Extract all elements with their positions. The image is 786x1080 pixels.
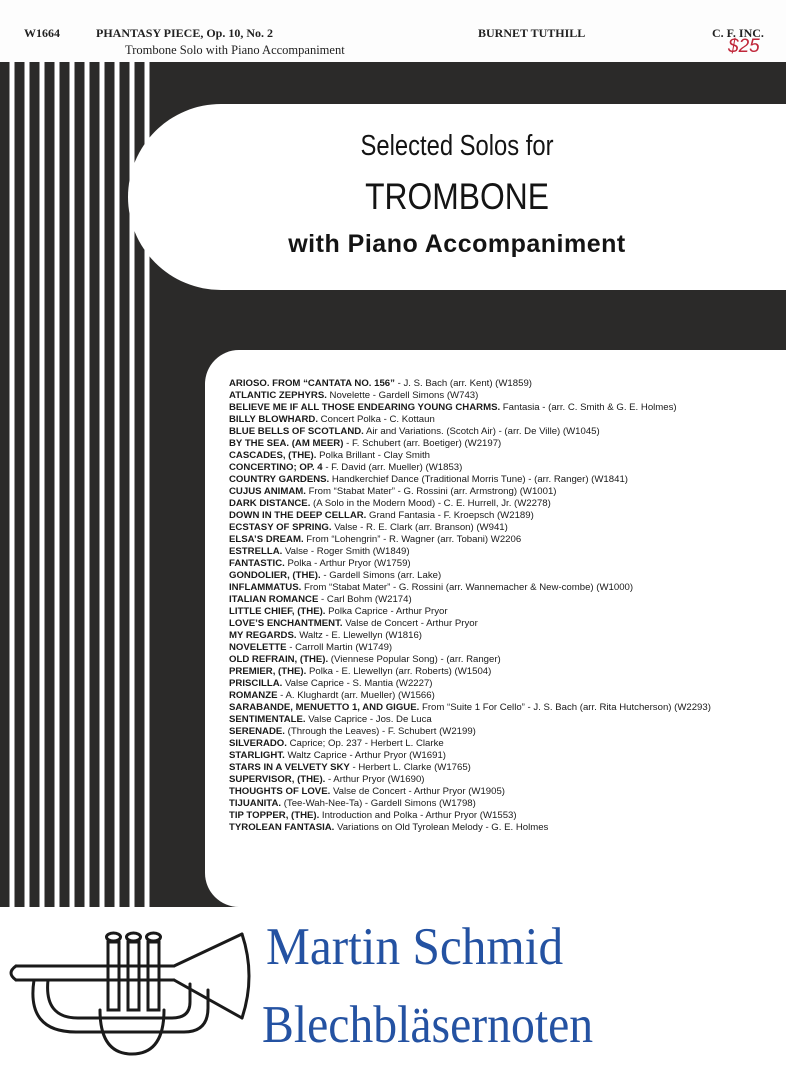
solo-detail: Handkerchief Dance (Traditional Morris Tune) - (arr. Ranger) (W1841)	[329, 474, 628, 485]
solo-detail: Valse de Concert - Arthur Pryor (W1905)	[330, 786, 505, 797]
solo-entry	[229, 402, 781, 414]
solo-detail: Concert Polka - C. Kottaun	[318, 414, 435, 425]
solo-entry	[229, 606, 781, 618]
solo-detail: - Gardell Simons (arr. Lake)	[320, 570, 442, 581]
solo-detail: - J. S. Bach (arr. Kent) (W1859)	[394, 378, 532, 389]
solo-entry	[229, 690, 781, 702]
solo-entry	[229, 762, 781, 774]
solo-title: SERENADE.	[229, 726, 285, 737]
solo-title: INFLAMMATUS.	[229, 582, 302, 593]
solo-detail: - F. Schubert (arr. Boetiger) (W2197)	[343, 438, 502, 449]
solo-entry	[229, 702, 781, 714]
solo-detail: Waltz Caprice - Arthur Pryor (W1691)	[284, 750, 446, 761]
solo-detail: From “Suite 1 For Cello” - J. S. Bach (arr. Rita Hutcherson) (W2293)	[419, 702, 711, 713]
solo-detail: Polka Brillant - Clay Smith	[316, 450, 430, 461]
catalog-number: W1664	[24, 26, 60, 40]
solo-title: BELIEVE ME IF ALL THOSE ENDEARING YOUNG CHARMS.	[229, 402, 501, 413]
solo-detail: (A Solo in the Modern Mood) - C. E. Hurrell, Jr. (W2278)	[310, 498, 551, 509]
solo-title: LITTLE CHIEF, (THE).	[229, 606, 326, 617]
solo-title: STARLIGHT.	[229, 750, 285, 761]
solo-detail: (Through the Leaves) - F. Schubert (W2199)	[284, 726, 476, 737]
solo-title: SENTIMENTALE.	[229, 714, 306, 725]
solo-title: THOUGHTS OF LOVE.	[229, 786, 331, 797]
solo-detail: Valse Caprice - S. Mantia (W2227)	[282, 678, 433, 689]
solo-title: GONDOLIER, (THE).	[229, 570, 321, 581]
solo-title: ECSTASY OF SPRING.	[229, 522, 332, 533]
solo-detail: - Carroll Martin (W1749)	[286, 642, 393, 653]
solo-entry	[229, 786, 781, 798]
solo-detail: - F. David (arr. Mueller) (W1853)	[322, 462, 463, 473]
solo-detail: From “Lohengrin” - R. Wagner (arr. Tobani) W2206	[303, 534, 522, 545]
solo-title: TYROLEAN FANTASIA.	[229, 822, 335, 833]
solo-title: STARS IN A VELVETY SKY	[229, 762, 350, 773]
solo-detail: (Tee-Wah-Nee-Ta) - Gardell Simons (W1798)	[281, 798, 476, 809]
solo-detail: Novelette - Gardell Simons (W743)	[326, 390, 479, 401]
solo-title: ATLANTIC ZEPHYRS.	[229, 390, 327, 401]
solo-title: BILLY BLOWHARD.	[229, 414, 319, 425]
solos-list-panel	[205, 350, 786, 907]
solo-detail: Caprice; Op. 237 - Herbert L. Clarke	[286, 738, 444, 749]
solo-title: OLD REFRAIN, (THE).	[229, 654, 329, 665]
solo-title: ELSA’S DREAM.	[229, 534, 304, 545]
solo-title: SILVERADO.	[229, 738, 287, 749]
solo-entry	[229, 678, 781, 690]
solo-entry	[229, 630, 781, 642]
solo-entry	[229, 426, 781, 438]
solo-entry	[229, 570, 781, 582]
solo-entry	[229, 594, 781, 606]
solo-title: DARK DISTANCE.	[229, 498, 311, 509]
solo-title: SUPERVISOR, (THE).	[229, 774, 326, 785]
solo-entry	[229, 390, 781, 402]
price-sticker: $25	[728, 36, 760, 57]
solo-entry	[229, 474, 781, 486]
watermark-line-2: Blechbläsernoten	[262, 996, 594, 1054]
solo-entry	[229, 822, 781, 834]
solo-title: TIP TOPPER, (THE).	[229, 810, 320, 821]
solo-title: ESTRELLA.	[229, 546, 283, 557]
solo-entry	[229, 498, 781, 510]
solo-entry	[229, 642, 781, 654]
solo-title: PREMIER, (THE).	[229, 666, 307, 677]
solo-title: ITALIAN ROMANCE	[229, 594, 319, 605]
solo-title: FANTASTIC.	[229, 558, 285, 569]
solo-detail: From “Stabat Mater” - G. Rossini (arr. Wannemacher & New-combe) (W1000)	[301, 582, 634, 593]
solo-detail: Introduction and Polka - Arthur Pryor (W1553)	[319, 810, 517, 821]
solo-detail: Polka - E. Llewellyn (arr. Roberts) (W1504)	[306, 666, 492, 677]
solo-detail: (Viennese Popular Song) - (arr. Ranger)	[328, 654, 501, 665]
solo-entry	[229, 558, 781, 570]
solo-detail: - A. Klughardt (arr. Mueller) (W1566)	[277, 690, 435, 701]
solo-title: ROMANZE	[229, 690, 278, 701]
solo-entry	[229, 534, 781, 546]
solo-title: MY REGARDS.	[229, 630, 297, 641]
solo-title: ARIOSO. FROM “CANTATA NO. 156”	[229, 378, 395, 389]
solo-detail: Variations on Old Tyrolean Melody - G. E. Holmes	[334, 822, 549, 833]
solos-list	[229, 378, 781, 834]
composer-name: BURNET TUTHILL	[478, 26, 586, 40]
solo-detail: Valse de Concert - Arthur Pryor	[342, 618, 478, 629]
solo-entry	[229, 546, 781, 558]
banner-line-selected-solos: Selected Solos for	[360, 130, 554, 162]
solo-detail: Valse Caprice - Jos. De Luca	[305, 714, 432, 725]
title-banner	[128, 104, 786, 290]
solo-entry	[229, 378, 781, 390]
solo-entry	[229, 582, 781, 594]
solo-detail: Waltz - E. Llewellyn (W1816)	[296, 630, 422, 641]
solo-detail: Valse - Roger Smith (W1849)	[282, 546, 410, 557]
solo-title: TIJUANITA.	[229, 798, 282, 809]
solo-entry	[229, 438, 781, 450]
solo-title: NOVELETTE	[229, 642, 287, 653]
solo-entry	[229, 618, 781, 630]
solo-title: CONCERTINO; OP. 4	[229, 462, 323, 473]
publisher-name: C. F. INC.	[712, 26, 764, 40]
solo-detail: From “Stabat Mater” - G. Rossini (arr. Armstrong) (W1001)	[305, 486, 557, 497]
solo-entry	[229, 486, 781, 498]
solo-entry	[229, 510, 781, 522]
solo-detail: Polka Caprice - Arthur Pryor	[325, 606, 448, 617]
banner-line-accompaniment: with Piano Accompaniment	[288, 230, 626, 258]
solo-entry	[229, 450, 781, 462]
solo-detail: Polka - Arthur Pryor (W1759)	[284, 558, 411, 569]
solo-entry	[229, 462, 781, 474]
solo-entry	[229, 798, 781, 810]
solo-entry	[229, 750, 781, 762]
solo-entry	[229, 666, 781, 678]
solo-title: BLUE BELLS OF SCOTLAND.	[229, 426, 364, 437]
solo-detail: - Carl Bohm (W2174)	[318, 594, 412, 605]
solo-title: LOVE’S ENCHANTMENT.	[229, 618, 343, 629]
solo-title: DOWN IN THE DEEP CELLAR.	[229, 510, 367, 521]
solo-entry	[229, 714, 781, 726]
solo-title: COUNTRY GARDENS.	[229, 474, 330, 485]
solo-title: CUJUS ANIMAM.	[229, 486, 306, 497]
piece-subtitle: Trombone Solo with Piano Accompaniment	[125, 43, 345, 57]
solo-entry	[229, 810, 781, 822]
solo-detail: - Herbert L. Clarke (W1765)	[349, 762, 471, 773]
solo-title: CASCADES, (THE).	[229, 450, 317, 461]
piece-title: PHANTASY PIECE, Op. 10, No. 2	[96, 26, 274, 40]
solo-entry	[229, 738, 781, 750]
solo-detail: Fantasia - (arr. C. Smith & G. E. Holmes)	[500, 402, 677, 413]
solo-entry	[229, 726, 781, 738]
solo-title: BY THE SEA. (AM MEER)	[229, 438, 344, 449]
solo-detail: - Arthur Pryor (W1690)	[325, 774, 425, 785]
trumpet-icon	[4, 920, 266, 1070]
solo-detail: Air and Variations. (Scotch Air) - (arr. De Ville) (W1045)	[363, 426, 600, 437]
banner-line-instrument: TROMBONE	[365, 176, 549, 217]
solo-title: SARABANDE, MENUETTO 1, AND GIGUE.	[229, 702, 420, 713]
solo-detail: Valse - R. E. Clark (arr. Branson) (W941)	[331, 522, 508, 533]
solo-title: PRISCILLA.	[229, 678, 283, 689]
solo-detail: Grand Fantasia - F. Kroepsch (W2189)	[366, 510, 534, 521]
solo-entry	[229, 654, 781, 666]
watermark-line-1: Martin Schmid	[266, 918, 564, 976]
solo-entry	[229, 414, 781, 426]
solo-entry	[229, 522, 781, 534]
solo-entry	[229, 774, 781, 786]
